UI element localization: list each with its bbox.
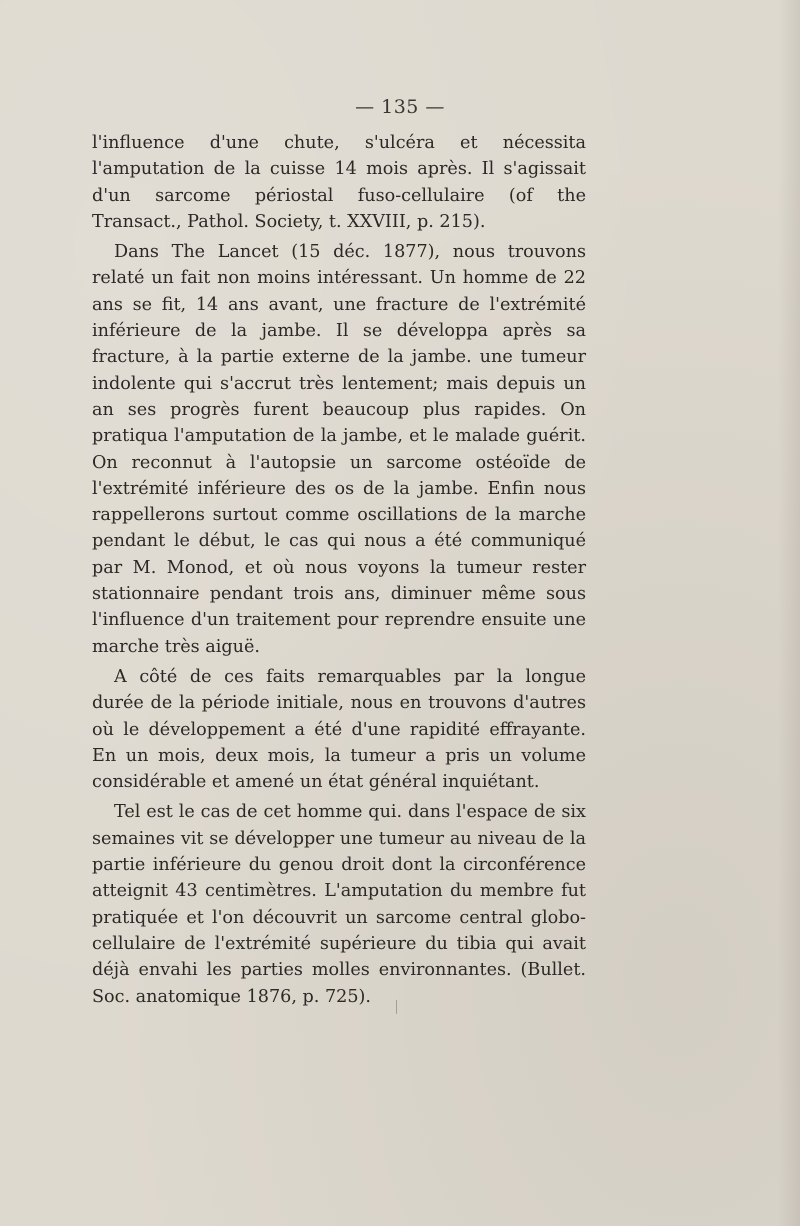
paragraph-4: Tel est le cas de cet homme qui. dans l'espace de six semaines vit se développer une tumeur au niveau de la partie inférieure du genou droit dont la circonférence atteignit 43 centimètres. L'amputation du membre fut pratiquée et l'on découvrit un sarcome central globo-cellulaire de l'extrémité supérieure du tibia qui avait déjà envahi les parties molles environnantes. (Bullet. Soc. anatomique 1876, p. 725). [92,802,586,1007]
paragraph-1: l'influence d'une chute, s'ulcéra et nécessita l'amputation de la cuisse 14 mois après. Il s'agissait d'un sarcome périostal fuso-cellulaire (of the Transact., Pathol. Society, t. XXVIII, p. 215). [92,133,586,232]
paragraph-2: Dans The Lancet (15 déc. 1877), nous trouvons relaté un fait non moins intéressant. Un homme de 22 ans se fit, 14 ans avant, une fracture de l'extrémité inférieure de la jambe. Il se développa après sa fracture, à la partie externe de la jambe. une tumeur indolente qui s'accrut très lentement; mais depuis un an ses progrès furent beaucoup plus rapides. On pratiqua l'amputation de la jambe, et le malade guérit. On reconnut à l'autopsie un sarcome ostéoïde de l'extrémité inférieure des os de la jambe. Enfin nous rappellerons surtout comme oscillations de la marche pendant le début, le cas qui nous a été communiqué par M. Monod, et où nous voyons la tumeur rester stationnaire pendant trois ans, diminuer même sous l'influence d'un traitement pour reprendre ensuite une marche très aiguë. [92,242,586,657]
scan-mark [396,1000,397,1014]
paragraph-3: A côté de ces faits remarquables par la longue durée de la période initiale, nous en trouvons d'autres où le développement a été d'une rapidité effrayante. En un mois, deux mois, la tumeur a pris un volume considérable et amené un état général inquiétant. [92,666,586,793]
body-text [92,130,586,1010]
page-edge-shadow [778,0,800,1226]
page-number: — 135 — [355,96,445,118]
